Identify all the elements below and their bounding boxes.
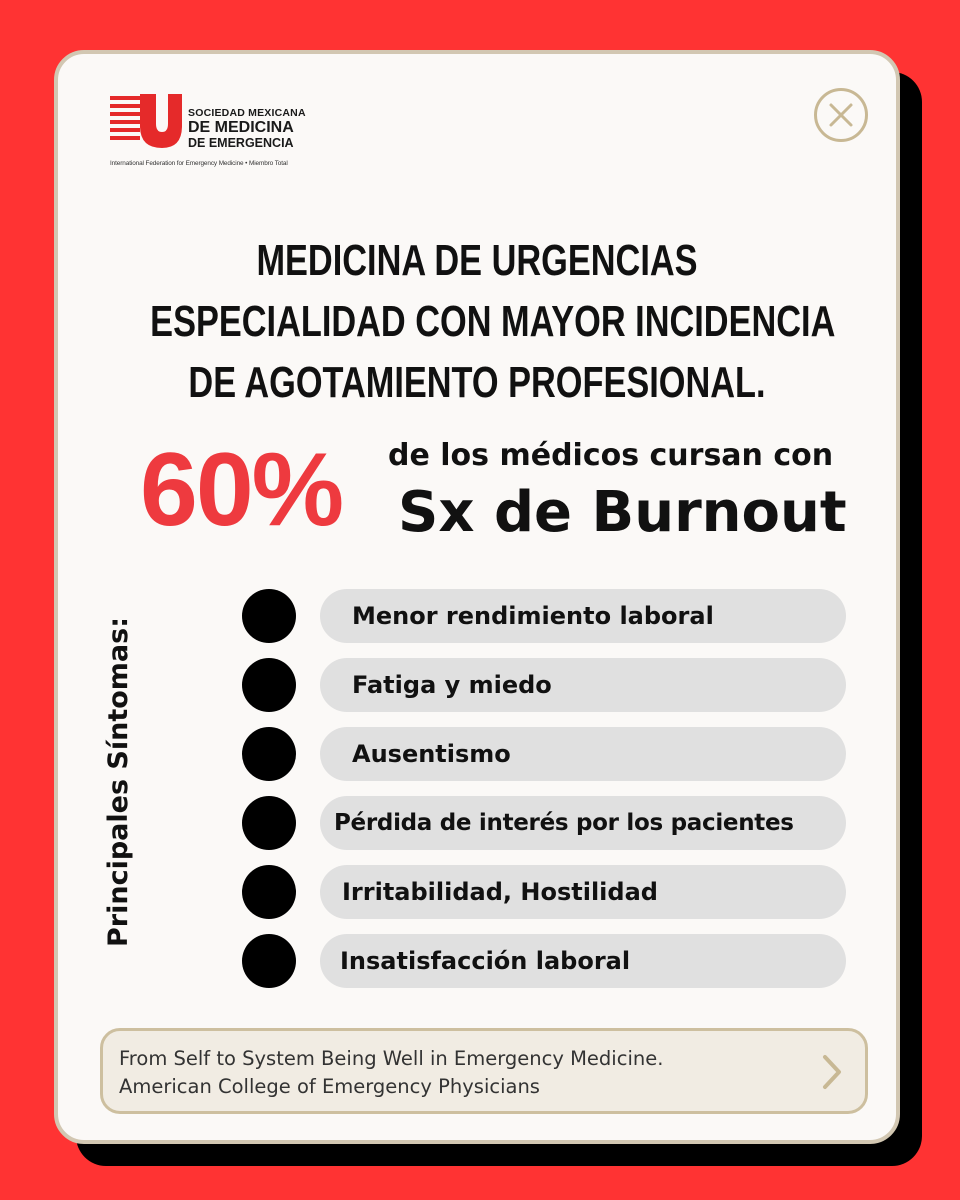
headline-line2: ESPECIALIDAD CON MAYOR INCIDENCIA xyxy=(150,297,836,346)
chevron-right-icon xyxy=(819,1053,845,1091)
close-button[interactable] xyxy=(814,88,868,142)
list-item xyxy=(58,864,896,920)
source-link[interactable] xyxy=(100,1028,868,1114)
bullet-dot xyxy=(242,865,296,919)
symptoms-list xyxy=(58,54,896,1140)
source-line2: American College of Emergency Physicians xyxy=(119,1075,540,1098)
logo-line1: SOCIEDAD MEXICANA xyxy=(188,107,306,119)
list-item xyxy=(58,657,896,713)
symptom-pill: Ausentismo xyxy=(320,727,846,781)
smme-u-logo-icon xyxy=(110,94,182,148)
headline xyxy=(150,230,836,413)
stat-caption: de los médicos cursan con xyxy=(388,438,834,473)
smme-logo xyxy=(110,92,310,176)
close-icon xyxy=(828,102,854,128)
list-item xyxy=(58,933,896,989)
list-item xyxy=(58,795,896,851)
symptom-pill: Fatiga y miedo xyxy=(320,658,846,712)
source-line1: From Self to System Being Well in Emergency Medicine. xyxy=(119,1047,664,1070)
logo-line3: DE EMERGENCIA xyxy=(188,135,294,150)
headline-line1: MEDICINA DE URGENCIAS xyxy=(256,236,698,285)
symptom-pill: Insatisfacción laboral xyxy=(320,934,846,988)
logo-text xyxy=(188,108,306,149)
symptoms-label: Principales Síntomas: xyxy=(103,616,134,948)
bullet-dot xyxy=(242,658,296,712)
bullet-dot xyxy=(242,934,296,988)
logo-line2: DE MEDICINA xyxy=(188,118,294,136)
bullet-dot xyxy=(242,589,296,643)
headline-line3: DE AGOTAMIENTO PROFESIONAL. xyxy=(188,358,766,407)
symptom-pill: Irritabilidad, Hostilidad xyxy=(320,865,846,919)
logo-tagline: International Federation for Emergency Medicine • Miembro Total xyxy=(110,160,288,167)
info-card xyxy=(54,50,900,1144)
stat-percent: 60% xyxy=(140,432,343,548)
bullet-dot xyxy=(242,727,296,781)
bullet-dot xyxy=(242,796,296,850)
list-item xyxy=(58,588,896,644)
symptom-pill: Pérdida de interés por los pacientes xyxy=(320,796,846,850)
symptom-pill: Menor rendimiento laboral xyxy=(320,589,846,643)
list-item xyxy=(58,726,896,782)
stat-condition: Sx de Burnout xyxy=(398,480,847,545)
